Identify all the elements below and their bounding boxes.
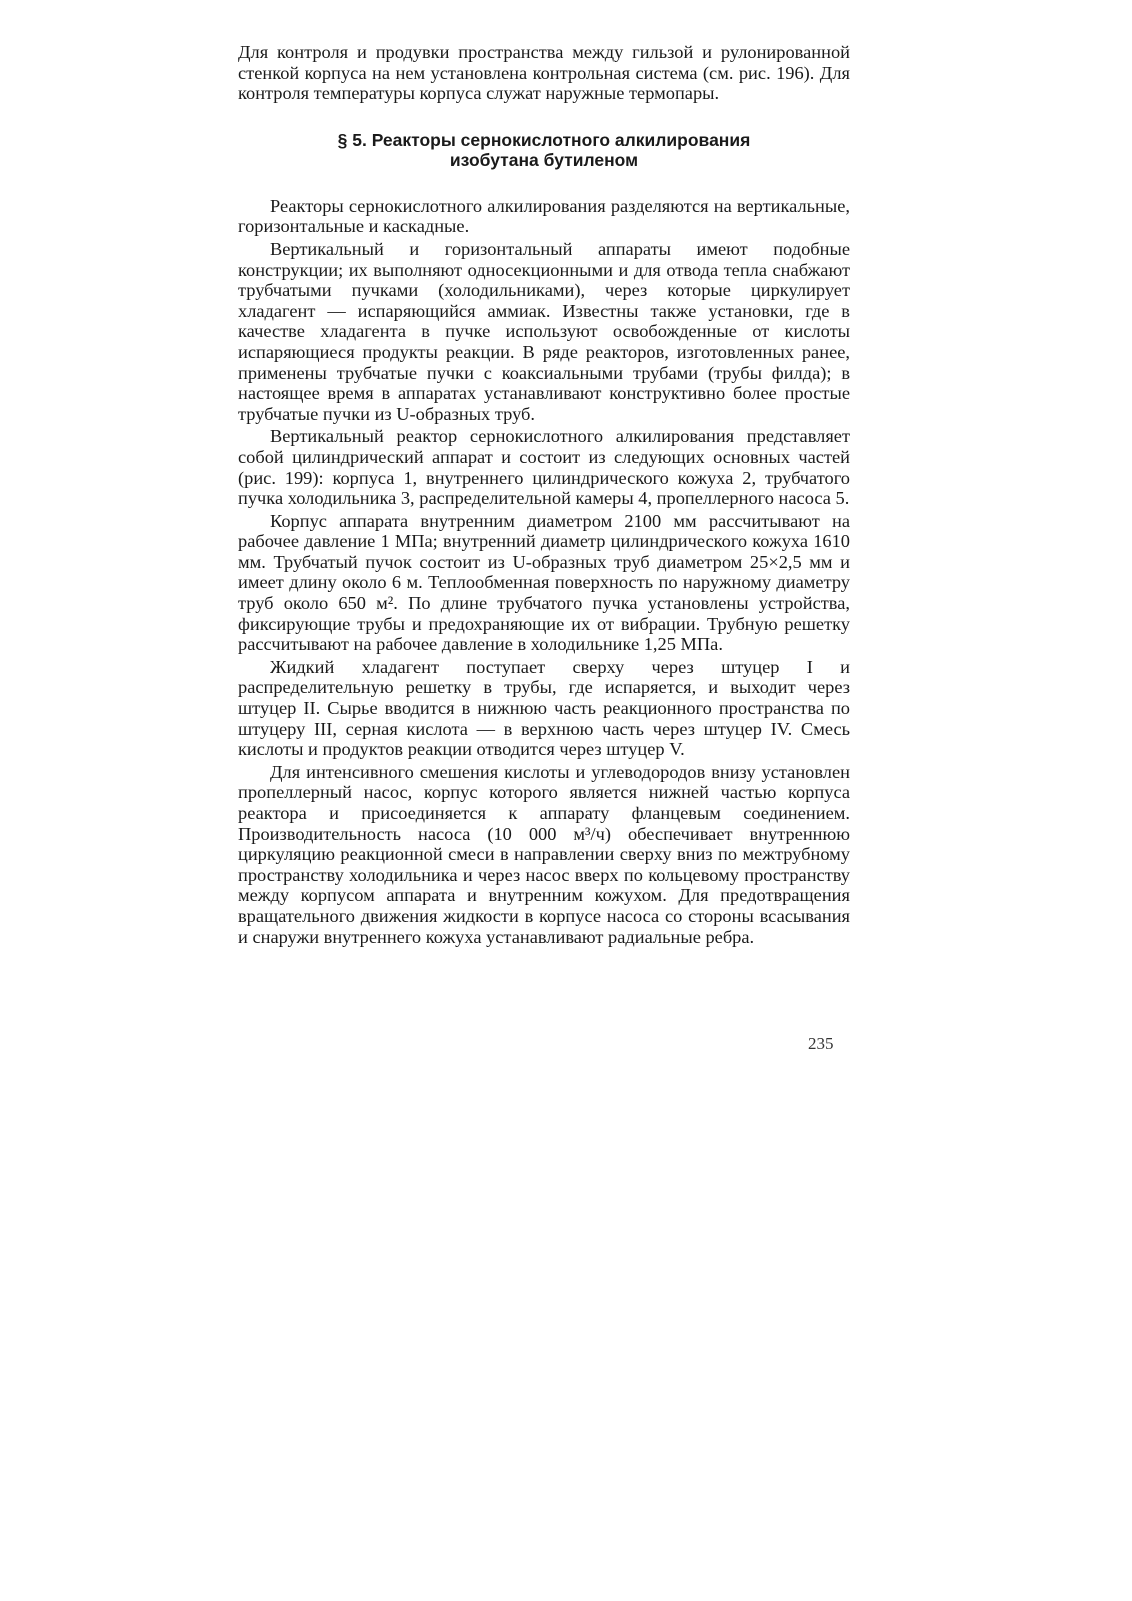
intro-paragraph: Для контроля и продувки пространства между гильзой и рулонированной стенкой корпуса на нем установлена контрольная система (см. рис. 196). Для контроля температуры корпуса служат наружные термопары. — [238, 42, 850, 104]
paragraph-reactor-types: Реакторы сернокислотного алкилирования разделяются на вертикальные, горизонтальные и каскадные. — [238, 195, 850, 237]
paragraph-vertical-reactor: Вертикальный реактор сернокислотного алкилирования представляет собой цилиндрический аппарат и состоит из следующих основных частей (рис. 199): корпуса 1, внутреннего цилиндрического кожуха 2, трубчатого пучка холодильника 3, распределительной камеры 4, пропеллерного насоса 5. — [238, 426, 850, 509]
page-text-block — [238, 42, 850, 947]
paragraph-coolant-flow: Жидкий хладагент поступает сверху через штуцер I и распределительную решетку в трубы, где испаряется, и выходит через штуцер II. Сырье вводится в нижнюю часть реакционного пространства по штуцеру III, серная кислота — в верхнюю часть через штуцер IV. Смесь кислоты и продуктов реакции отводится через штуцер V. — [238, 656, 850, 760]
section-heading-line2: изобутана бутиленом — [449, 149, 639, 170]
section-heading-line1: § 5. Реакторы сернокислотного алкилирования — [337, 129, 751, 150]
paragraph-vertical-horizontal: Вертикальный и горизонтальный аппараты имеют подобные конструкции; их выполняют односекционными и для отвода тепла снабжают трубчатыми пучками (холодильниками), через которые циркулирует хладагент — испаряющийся аммиак. Известны также установки, где в качестве хладагента в пучке используют освобожденные от кислоты испаряющиеся продукты реакции. В ряде реакторов, изготовленных ранее, применены трубчатые пучки с коаксиальными трубами (трубы филда); в настоящее время в аппаратах устанавливают конструктивно более простые трубчатые пучки из U-образных труб. — [238, 238, 850, 424]
section-heading — [238, 130, 850, 170]
paragraph-body-specs: Корпус аппарата внутренним диаметром 2100 мм рассчитывают на рабочее давление 1 МПа; внутренний диаметр цилиндрического кожуха 1610 мм. Трубчатый пучок состоит из U-образных труб диаметром 25×2,5 мм и имеет длину около 6 м. Теплообменная поверхность по наружному диаметру труб около 650 м². По длине трубчатого пучка установлены устройства, фиксирующие трубы и предохраняющие их от вибрации. Трубную решетку рассчитывают на рабочее давление в холодильнике 1,25 МПа. — [238, 510, 850, 655]
page-number: 235 — [808, 1034, 834, 1053]
paragraph-propeller-pump: Для интенсивного смешения кислоты и углеводородов внизу установлен пропеллерный насос, корпус которого является нижней частью корпуса реактора и присоединяется к аппарату фланцевым соединением. Производительность насоса (10 000 м³/ч) обеспечивает внутреннюю циркуляцию реакционной смеси в направлении сверху вниз по межтрубному пространству холодильника и через насос вверх по кольцевому пространству между корпусом аппарата и внутренним кожухом. Для предотвращения вращательного движения жидкости в корпусе насоса со стороны всасывания и снаружи внутреннего кожуха устанавливают радиальные ребра. — [238, 761, 850, 947]
